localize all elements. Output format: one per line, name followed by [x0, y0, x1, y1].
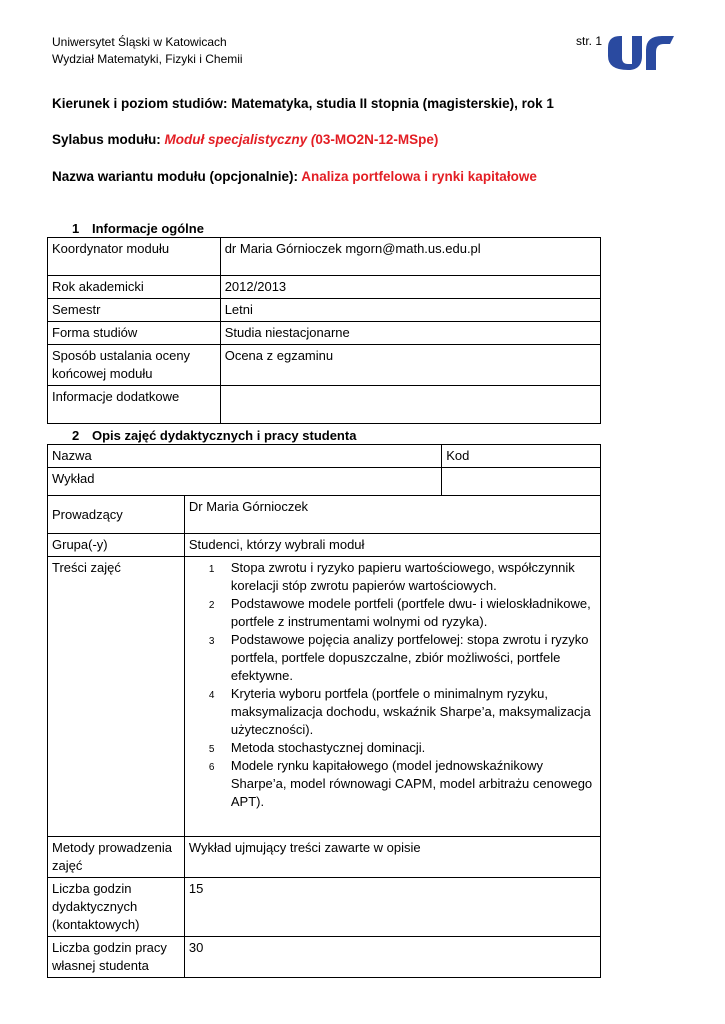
table-row: [48, 386, 601, 424]
program-label: Kierunek i poziom studiów:: [52, 96, 228, 111]
cell-label: Rok akademicki: [48, 276, 221, 299]
table-row: [48, 534, 601, 557]
variant-label: Nazwa wariantu modułu (opcjonalnie):: [52, 169, 299, 184]
table-row: [48, 345, 601, 386]
lecture-code: [442, 468, 601, 496]
topics-list: [189, 559, 596, 811]
program-value: Matematyka, studia II stopnia (magisterskie), rok 1: [231, 96, 554, 111]
syllabus-name: Moduł specjalistyczny (: [164, 132, 316, 147]
table-row: [48, 276, 601, 299]
item-number: 1: [208, 564, 215, 575]
item-number: 2: [208, 600, 215, 611]
item-text: Modele rynku kapitałowego (model jednowskaźnikowy Sharpe’a, model równowagi CAPM, model arbitrażu cenowego APT).: [230, 758, 593, 809]
item-text: Podstawowe pojęcia analizy portfelowej: stopa zwrotu i ryzyko portfela, portfele dopuszczalne, zbiór możliwości, portfele efektywne.: [230, 632, 589, 683]
variant-value: Analiza portfelowa i rynki kapitałowe: [301, 169, 537, 184]
topics-cell: [184, 557, 600, 837]
section-2-number: 2: [72, 428, 80, 443]
cell-value: Studia niestacjonarne: [220, 322, 600, 345]
cell-label: Semestr: [48, 299, 221, 322]
university-logo: [606, 30, 676, 72]
cell-label: Informacje dodatkowe: [48, 386, 221, 424]
section-2-title: Opis zajęć dydaktycznych i pracy studenta: [92, 428, 357, 443]
methods-label: Metody prowadzenia zajęć: [48, 837, 185, 878]
list-item: [189, 559, 596, 595]
section-1-title: Informacje ogólne: [92, 221, 204, 236]
item-number: 5: [208, 744, 215, 755]
item-number: 6: [208, 762, 215, 773]
contact-hours-value: 15: [184, 878, 600, 937]
self-hours-label: Liczba godzin pracy własnej studenta: [48, 937, 185, 978]
table-row: [48, 496, 601, 534]
table-row: [48, 238, 601, 276]
list-item: [189, 595, 596, 631]
table-row: [48, 557, 601, 837]
lecturer-label: Prowadzący: [48, 496, 185, 534]
item-text: Metoda stochastycznej dominacji.: [230, 740, 426, 755]
cell-value: [220, 386, 600, 424]
syllabus-code: 03-MO2N-12-MSpe): [315, 132, 439, 147]
lecture-name: Wykład: [48, 468, 442, 496]
syllabus-label: Sylabus modułu:: [52, 132, 161, 147]
table-row: [48, 878, 601, 937]
item-text: Kryteria wyboru portfela (portfele o minimalnym ryzyku, maksymalizacja dochodu, wskaźnik Sharpe’a, maksymalizacja użyteczności).: [230, 686, 591, 737]
list-item: [189, 739, 596, 757]
cell-value: Letni: [220, 299, 600, 322]
table-row: [48, 937, 601, 978]
methods-value: Wykład ujmujący treści zawarte w opisie: [184, 837, 600, 878]
table-row: [48, 299, 601, 322]
group-label: Grupa(-y): [48, 534, 185, 557]
cell-label: Forma studiów: [48, 322, 221, 345]
group-value: Studenci, którzy wybrali moduł: [184, 534, 600, 557]
header-university: Uniwersytet Śląski w Katowicach: [52, 35, 227, 49]
section-1-number: 1: [72, 221, 80, 236]
cell-label: Koordynator modułu: [48, 238, 221, 276]
table-row: [48, 322, 601, 345]
table-row: [48, 468, 601, 496]
item-number: 3: [208, 636, 215, 647]
topics-label: Treści zajęć: [48, 557, 185, 837]
table-row: [48, 445, 601, 468]
cell-label: Sposób ustalania oceny końcowej modułu: [48, 345, 221, 386]
list-item: [189, 757, 596, 811]
cell-value: dr Maria Górnioczek mgorn@math.us.edu.pl: [220, 238, 600, 276]
self-hours-value: 30: [184, 937, 600, 978]
header-faculty: Wydział Matematyki, Fizyki i Chemii: [52, 52, 243, 66]
item-text: Stopa zwrotu i ryzyko papieru wartościowego, współczynnik korelacji stóp zwrotu papierów wartościowych.: [230, 560, 575, 593]
cell-value: Ocena z egzaminu: [220, 345, 600, 386]
course-description-table: [47, 444, 601, 978]
table-row: [48, 837, 601, 878]
list-item: [189, 631, 596, 685]
lecturer-value: Dr Maria Górnioczek: [184, 496, 600, 534]
name-label: Nazwa: [48, 445, 442, 468]
code-label: Kod: [442, 445, 601, 468]
section-1-heading: [52, 221, 204, 236]
page-number: str. 1: [576, 34, 603, 48]
syllabus-line: [52, 131, 438, 149]
program-line: [52, 95, 554, 113]
contact-hours-label: Liczba godzin dydaktycznych (kontaktowych): [48, 878, 185, 937]
item-number: 4: [208, 690, 215, 701]
variant-line: [52, 168, 537, 186]
cell-value: 2012/2013: [220, 276, 600, 299]
item-text: Podstawowe modele portfeli (portfele dwu- i wieloskładnikowe, portfele z instrumentami wolnymi od ryzyka).: [230, 596, 591, 629]
general-info-table: [47, 237, 601, 424]
list-item: [189, 685, 596, 739]
section-2-heading: [52, 428, 356, 443]
